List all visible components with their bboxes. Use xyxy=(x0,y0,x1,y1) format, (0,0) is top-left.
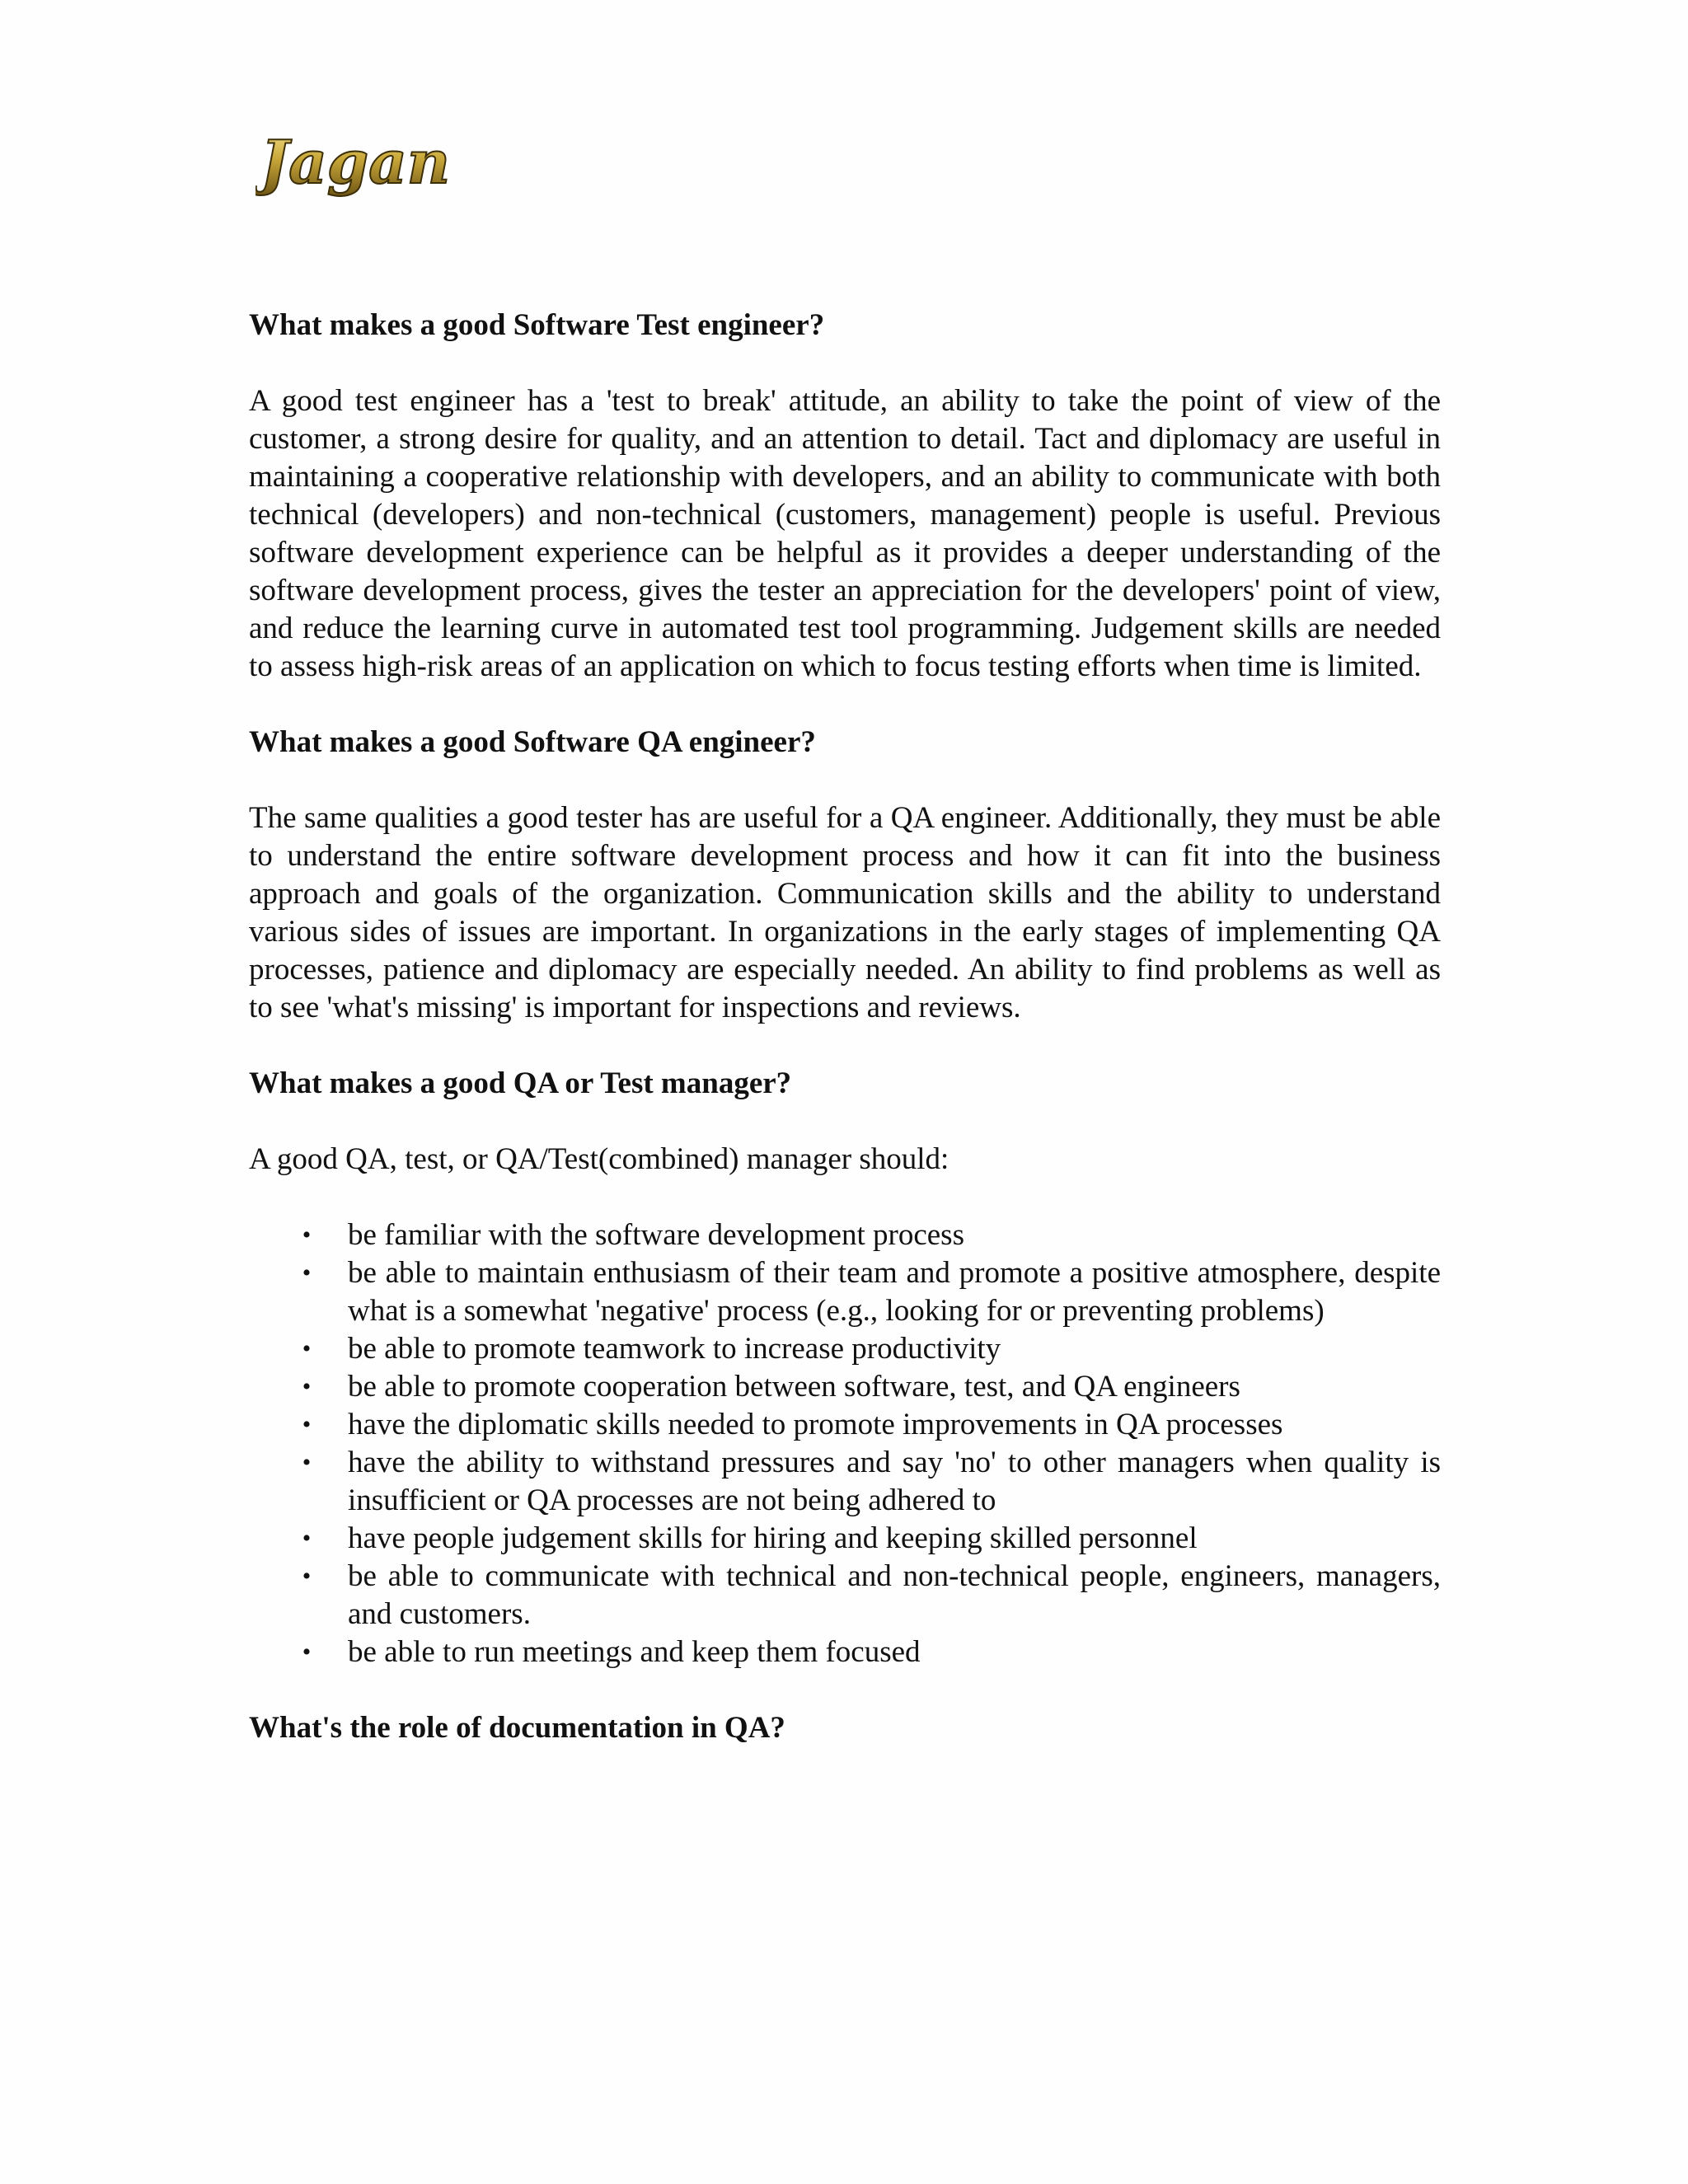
bullet-icon: • xyxy=(302,1449,312,1476)
list-item xyxy=(249,1444,1441,1520)
list-item-text: have the diplomatic skills needed to promote improvements in QA processes xyxy=(348,1408,1283,1441)
document-content xyxy=(249,307,1441,1747)
heading-qa-engineer: What makes a good Software QA engineer? xyxy=(249,725,816,759)
list-item xyxy=(249,1254,1441,1330)
list-item xyxy=(249,1558,1441,1633)
manager-qualities-list xyxy=(249,1216,1441,1671)
heading-qa-test-manager: What makes a good QA or Test manager? xyxy=(249,1066,792,1100)
list-item xyxy=(249,1330,1441,1368)
list-item xyxy=(249,1406,1441,1444)
svg-text:Jagan: Jagan xyxy=(260,127,451,197)
list-item-text: have people judgement skills for hiring and keeping skilled personnel xyxy=(348,1521,1198,1555)
list-item xyxy=(249,1216,1441,1254)
paragraph-test-engineer: A good test engineer has a 'test to break' attitude, an ability to take the point of view of the customer, a strong desire for quality, and an attention to detail. Tact and diplomacy are useful in maintaining a cooperative relationship with developers, and an ability to communicate with both technical (developers) and non-technical (customers, management) people is useful. Previous software development experience can be helpful as it provides a deeper understanding of the software development process, gives the tester an appreciation for the developers' point of view, and reduce the learning curve in automated test tool programming. Judgement skills are needed to assess high-risk areas of an application on which to focus testing efforts when time is limited. xyxy=(249,384,1441,683)
list-item-text: be able to run meetings and keep them focused xyxy=(348,1635,921,1669)
bullet-icon: • xyxy=(302,1563,312,1590)
list-item-text: have the ability to withstand pressures and say 'no' to other managers when quality is insufficient or QA processes are not being adhered to xyxy=(348,1446,1441,1517)
heading-test-engineer: What makes a good Software Test engineer? xyxy=(249,308,825,342)
list-item-text: be able to communicate with technical and non-technical people, engineers, managers, and customers. xyxy=(348,1559,1441,1631)
list-item xyxy=(249,1368,1441,1406)
bullet-icon: • xyxy=(302,1221,312,1249)
list-item xyxy=(249,1520,1441,1558)
bullet-icon: • xyxy=(302,1411,312,1438)
bullet-icon: • xyxy=(302,1525,312,1552)
bullet-icon: • xyxy=(302,1373,312,1400)
list-item-text: be able to promote cooperation between software, test, and QA engineers xyxy=(348,1370,1240,1404)
bullet-icon: • xyxy=(302,1335,312,1362)
paragraph-qa-engineer: The same qualities a good tester has are useful for a QA engineer. Additionally, they must be able to understand the entire software development process and how it can fit into the business approach and goals of the organization. Communication skills and the ability to understand various sides of issues are important. In organizations in the early stages of implementing QA processes, patience and diplomacy are especially needed. An ability to find problems as well as to see 'what's missing' is important for inspections and reviews. xyxy=(249,801,1441,1024)
list-item-text: be familiar with the software development process xyxy=(348,1218,964,1252)
bullet-icon: • xyxy=(302,1638,312,1666)
jagan-logo xyxy=(256,124,470,227)
paragraph-manager-intro: A good QA, test, or QA/Test(combined) manager should: xyxy=(249,1142,950,1176)
list-item xyxy=(249,1633,1441,1671)
list-item-text: be able to promote teamwork to increase productivity xyxy=(348,1332,1001,1366)
list-item-text: be able to maintain enthusiasm of their team and promote a positive atmosphere, despite what is a somewhat 'negative' process (e.g., looking for or preventing problems) xyxy=(348,1256,1441,1328)
heading-documentation-role: What's the role of documentation in QA? xyxy=(249,1711,785,1745)
bullet-icon: • xyxy=(302,1259,312,1286)
